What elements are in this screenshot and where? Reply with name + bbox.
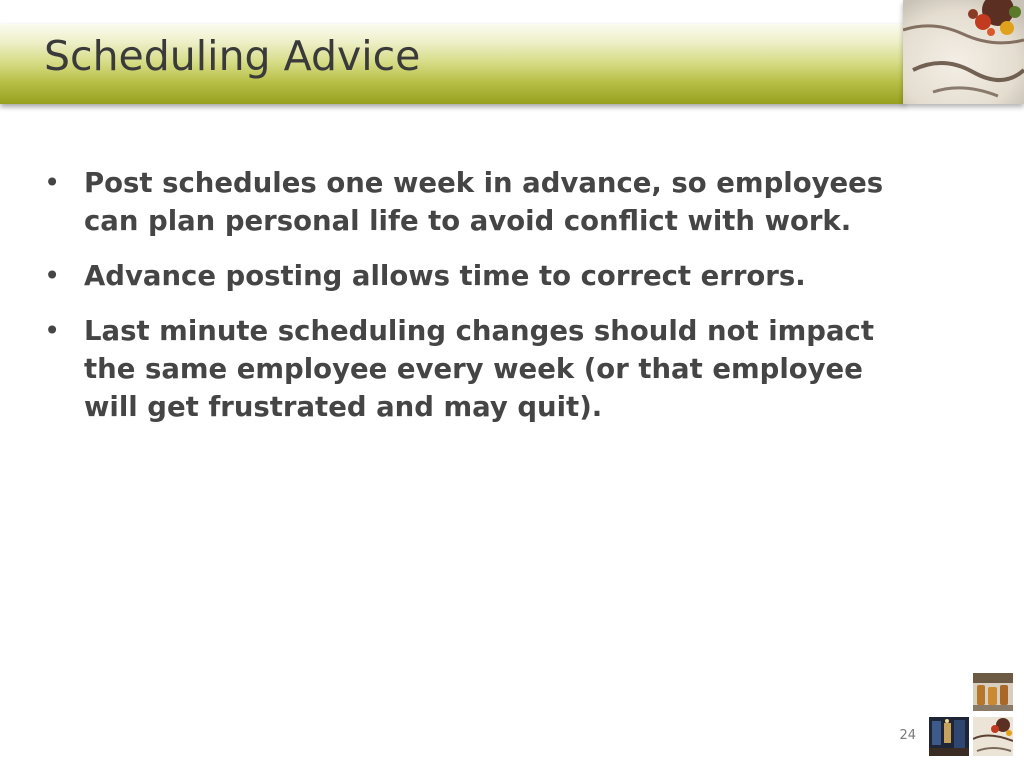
- bullet-item: [44, 164, 964, 240]
- bullet-text-line: Post schedules one week in advance, so employees: [84, 167, 884, 199]
- bullet-text-line: Last minute scheduling changes should not impact: [84, 315, 874, 347]
- bullet-text-line: the same employee every week (or that employee: [84, 353, 863, 385]
- food-photo-icon: [973, 717, 1013, 756]
- bullet-text-line: will get frustrated and may quit).: [84, 391, 603, 423]
- food-photo-icon: [903, 0, 1024, 104]
- slide-title: Scheduling Advice: [44, 32, 421, 80]
- bullet-marker: •: [44, 167, 61, 199]
- bullet-item: [44, 257, 964, 295]
- drinks-photo-icon: [973, 673, 1013, 711]
- bullet-list: [44, 164, 964, 443]
- slide-number: 24: [899, 728, 916, 743]
- bullet-marker: •: [44, 315, 61, 347]
- bullet-item: [44, 312, 964, 426]
- bullet-marker: •: [44, 260, 61, 292]
- restaurant-photo-icon: [929, 717, 969, 756]
- bullet-text-line: Advance posting allows time to correct errors.: [84, 260, 806, 292]
- bullet-text-line: can plan personal life to avoid conflict with work.: [84, 205, 852, 237]
